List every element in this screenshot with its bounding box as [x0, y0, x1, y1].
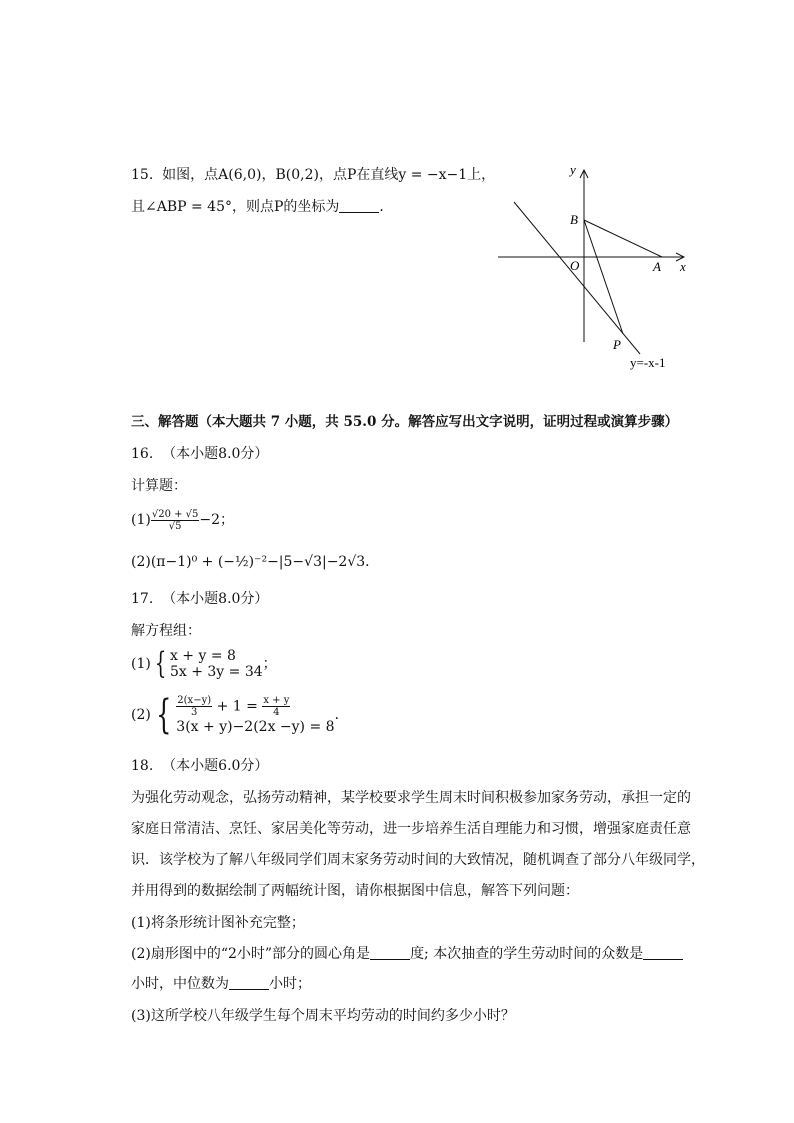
line-equation-label: y=-x-1	[630, 355, 666, 370]
q17-part2	[131, 693, 349, 737]
q18-subq2-line1	[131, 945, 683, 963]
q18-header	[131, 757, 268, 775]
point-b-label: B	[570, 212, 578, 227]
q15-figure	[490, 158, 700, 378]
q18-subq2-line2	[131, 975, 311, 993]
q16-part1-denominator: √5	[168, 520, 182, 532]
q16-score: （本小题8.0分）	[162, 446, 269, 462]
q17-part2-label: (2)	[131, 707, 151, 723]
y-axis-label: y	[570, 162, 576, 177]
q18-mode-blank	[643, 945, 683, 960]
q15-text-2: 且∠ABP = 45°，则点P的坐标为	[131, 199, 340, 215]
point-p-label: P	[613, 337, 621, 352]
q16-part1-tail: −2；	[199, 512, 235, 528]
q17-part1-system	[170, 648, 263, 680]
q16-number: 16.	[131, 446, 154, 462]
q18-subq3: (3)这所学校八年级学生每个周末平均劳动的时间约多少小时？	[131, 1008, 515, 1024]
q16-part2: (2)(π−1)⁰ + (−½)⁻²−|5−√3|−2√3．	[131, 554, 380, 570]
point-a-label: A	[653, 259, 661, 274]
q17-part1-eq2: 5x + 3y = 34	[169, 664, 263, 680]
q18-median-blank	[229, 975, 269, 990]
q17-part2-frac1	[176, 695, 212, 718]
q17-part1-label: (1)	[131, 656, 151, 672]
q16-part1-numerator: √20 + √5	[151, 508, 199, 520]
q17-part2-system	[176, 695, 334, 736]
q16-part1-label: (1)	[131, 512, 151, 528]
x-axis-label: x	[680, 259, 686, 274]
q17-part2-brace: {	[155, 692, 172, 738]
q18-number: 18.	[131, 758, 154, 774]
q18-angle-blank	[370, 945, 410, 960]
q18-para-line2: 家庭日常清洁、烹饪、家居美化等劳动，进一步培养生活自理能力和习惯，增强家庭责任意	[131, 821, 691, 837]
q16-intro: 计算题：	[131, 478, 187, 494]
q16-part1	[131, 505, 234, 535]
origin-label: O	[570, 258, 580, 273]
q17-part2-frac2-den: 4	[273, 706, 280, 718]
q17-part2-mid: + 1 =	[216, 698, 258, 714]
q15-text-1: 如图，点A(6,0)，B(0,2)，点P在直线y = −x−1上，	[162, 167, 496, 183]
q17-number: 17.	[131, 591, 154, 607]
q15-line2	[131, 198, 393, 216]
q17-part1-brace: {	[154, 646, 167, 681]
q17-part2-frac2	[262, 695, 290, 718]
q18-score: （本小题6.0分）	[162, 758, 269, 774]
q15-text-2-end: ．	[379, 199, 394, 215]
q18-subq2-text-d: 小时；	[269, 976, 311, 992]
q17-header	[131, 590, 268, 608]
q16-part1-fraction	[151, 509, 200, 532]
q18-subq2-text-b: 度; 本次抽查的学生劳动时间的众数是	[410, 946, 644, 962]
q17-part1	[131, 647, 277, 681]
segment-ba	[584, 220, 662, 257]
q17-part2-eq2: 3(x + y)−2(2x −y) = 8	[176, 718, 335, 735]
segment-bp	[584, 220, 623, 334]
q17-part1-eq1: x + y = 8	[169, 648, 236, 664]
q17-part2-tail: ．	[334, 707, 349, 723]
q17-part1-tail: ；	[262, 656, 277, 672]
q18-subq2-text-c: 小时，中位数为	[131, 976, 229, 992]
q17-score: （本小题8.0分）	[162, 591, 269, 607]
q18-subq2-text-a: (2)扇形图中的“2小时”部分的圆心角是	[131, 946, 371, 962]
q18-para-line1: 为强化劳动观念，弘扬劳动精神，某学校要求学生周末时间积极参加家务劳动，承担一定的	[131, 790, 691, 806]
q17-part2-eq1	[176, 695, 334, 718]
q17-part2-frac2-num: x + y	[263, 694, 290, 706]
q15-line1	[131, 166, 495, 184]
q17-part2-frac1-den: 3	[191, 706, 198, 718]
q15-number: 15.	[131, 167, 154, 183]
q18-para-line4: 并用得到的数据绘制了两幅统计图，请你根据图中信息，解答下列问题：	[131, 883, 579, 899]
q17-part2-frac1-num: 2(x−y)	[177, 694, 212, 706]
q17-intro: 解方程组：	[131, 623, 201, 639]
q16-header	[131, 445, 268, 463]
section3-heading: 三、解答题（本大题共 7 小题，共 55.0 分。解答应写出文字说明，证明过程或演算步骤）	[131, 414, 679, 430]
q15-answer-blank	[339, 198, 379, 213]
q18-para-line3: 识．该学校为了解八年级同学们周末家务劳动时间的大致情况，随机调查了部分八年级同学，	[131, 852, 705, 868]
q18-subq1: (1)将条形统计图补充完整；	[131, 915, 305, 931]
